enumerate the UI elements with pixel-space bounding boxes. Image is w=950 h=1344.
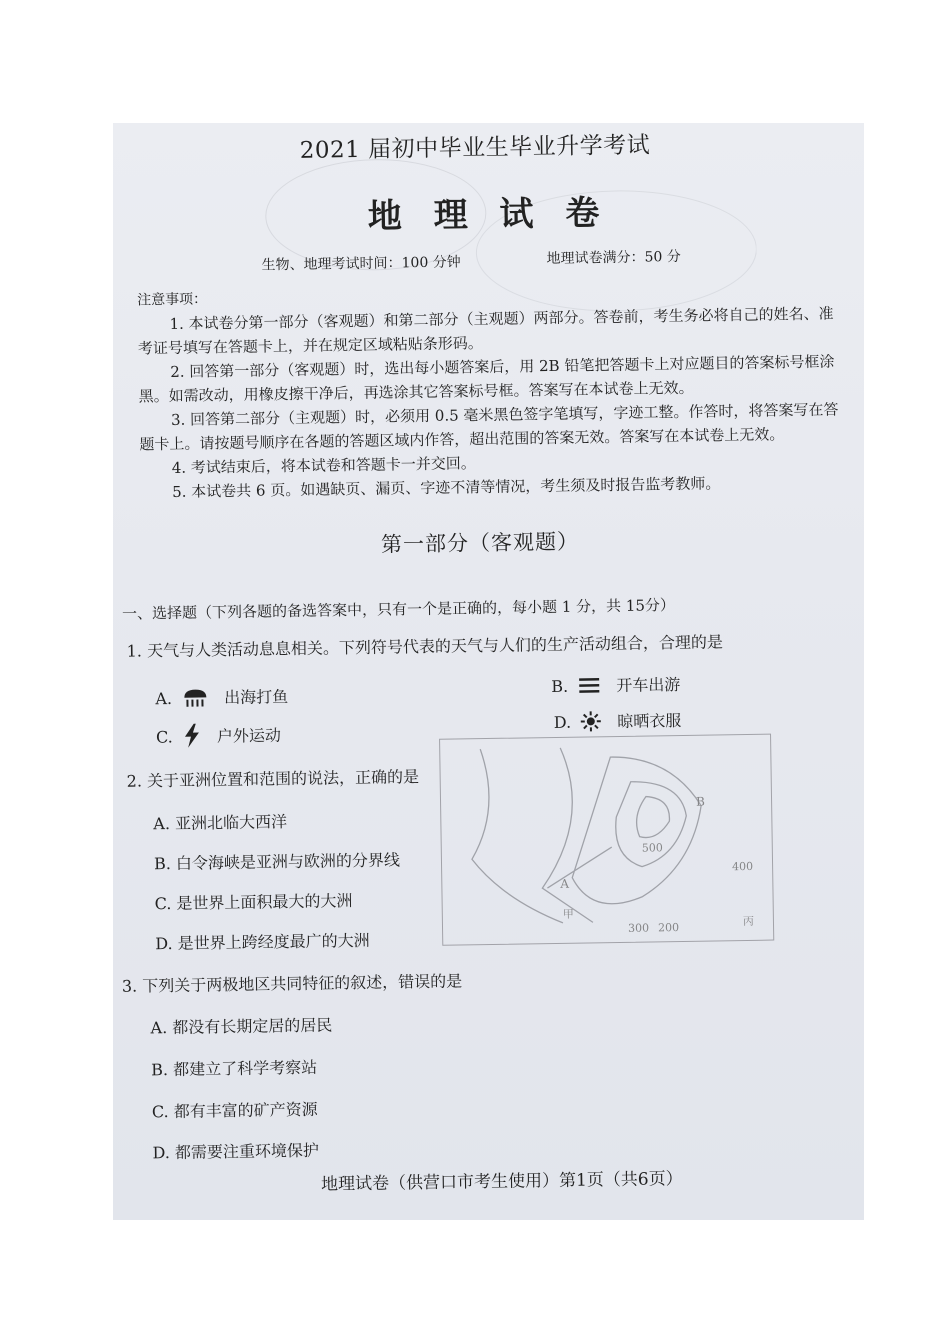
option-letter: A. (153, 814, 171, 834)
option-text: 是世界上面积最大的大洲 (176, 891, 353, 913)
question-3-option-d (152, 1138, 319, 1164)
option-text: 户外运动 (216, 725, 282, 746)
option-letter: D. (553, 712, 572, 732)
option-letter: C. (151, 1102, 169, 1122)
question-1-option-b (551, 672, 680, 699)
page-footer: 地理试卷（供营口市考生使用）第1页（共6页） (320, 1169, 683, 1195)
map-label-300: 300 (627, 921, 650, 935)
part-title: 第一部分（客观题） (380, 529, 580, 557)
option-text: 出海打鱼 (224, 687, 289, 708)
question-2-option-a (153, 809, 287, 834)
exam-score-info: 地理试卷满分：50 分 (546, 248, 681, 268)
note-item: 1. 本试卷分第一部分（客观题）和第二部分（主观题）两部分。答卷前，考生务必将自己的姓名、准考证号填写在答题卡上，并在规定区域粘贴条形码。 (137, 304, 834, 358)
map-label-a: A (560, 876, 570, 891)
option-text: 是世界上跨经度最广的大洲 (177, 930, 370, 953)
option-text: 都没有长期定居的居民 (172, 1015, 333, 1038)
note-item: 2. 回答第一部分（客观题）时，选出每小题答案后，用 2B 铅笔把答题卡上对应题目的答案标号框涂黑。如需改动，用橡皮擦干净后，再选涂其它答案标号框。答案写在本试卷上无效。 (138, 352, 835, 406)
map-label-200: 200 (657, 921, 680, 935)
map-label-b: B (695, 794, 706, 809)
notes-block (137, 277, 840, 504)
question-2-option-c (154, 888, 352, 914)
option-letter: B. (153, 854, 171, 874)
question-2-option-b (154, 847, 400, 874)
option-letter: C. (154, 894, 172, 914)
map-label-500: 500 (641, 841, 663, 855)
lightning-icon (182, 724, 202, 752)
note-item: 5. 本试卷共 6 页。如遇缺页、漏页、字迹不清等情况，考生须及时报告监考教师。 (171, 474, 721, 501)
option-text: 白令海峡是亚洲与欧洲的分界线 (175, 850, 401, 873)
question-3-option-a (150, 1012, 332, 1038)
question-3-option-c (152, 1097, 318, 1123)
exam-time-info: 生物、地理考试时间：100 分钟 (261, 254, 461, 274)
question-3-stem: 3. 下列关于两极地区共同特征的叙述，错误的是 (121, 971, 463, 996)
question-3-option-b (151, 1055, 317, 1081)
exam-title: 2021 届初中毕业生毕业升学考试 (299, 132, 651, 164)
fog-icon (577, 676, 601, 698)
subject-title: 地 理 试 卷 (367, 193, 610, 237)
option-letter: C. (155, 727, 173, 747)
question-1-stem: 1. 天气与人类活动息息相关。下列符号代表的天气与人们的生产活动组合，合理的是 (126, 632, 724, 661)
section-heading: 一、选择题（下列各题的备选答案中，只有一个是正确的，每小题 1 分，共 15分） (121, 596, 676, 623)
note-item: 4. 考试结束后，将本试卷和答题卡一并交回。 (171, 454, 476, 477)
option-text: 亚洲北临大西洋 (174, 812, 288, 833)
option-letter: B. (151, 1060, 169, 1080)
question-1-option-a (155, 684, 288, 712)
option-text: 都有丰富的矿产资源 (173, 1099, 318, 1121)
question-2-option-d (155, 928, 370, 954)
exam-photo (113, 123, 864, 1220)
option-letter: A. (150, 1018, 168, 1038)
map-label-bing: 丙 (742, 914, 755, 929)
contour-map-faint (439, 734, 774, 946)
option-letter: B. (551, 676, 569, 697)
note-item: 3. 回答第二部分（主观题）时，必须用 0.5 毫米黑色签字笔填写，字迹工整。作答时，将答案写在答题卡上。请按题号顺序在各题的答题区域内作答，超出范围的答案无效。答案写在本试卷上无效。 (139, 400, 839, 454)
heavy-rain-icon (181, 687, 209, 711)
contour-map-lines (440, 735, 773, 945)
option-text: 都建立了科学考察站 (173, 1057, 318, 1080)
option-text: 都需要注重环境保护 (174, 1140, 320, 1162)
map-label-jia: 甲 (562, 907, 574, 921)
option-letter: A. (155, 688, 173, 709)
question-1-option-d (554, 708, 682, 737)
option-text: 晾晒衣服 (617, 710, 682, 731)
map-label-400: 400 (731, 859, 754, 874)
question-2-stem: 2. 关于亚洲位置和范围的说法，正确的是 (126, 767, 420, 791)
exam-paper (113, 123, 864, 1220)
sunny-icon (580, 710, 602, 736)
option-letter: D. (152, 1143, 171, 1163)
notes-heading: 注意事项： (137, 291, 208, 309)
option-text: 开车出游 (616, 674, 681, 695)
question-1-option-c (156, 722, 281, 752)
option-letter: D. (155, 933, 173, 954)
